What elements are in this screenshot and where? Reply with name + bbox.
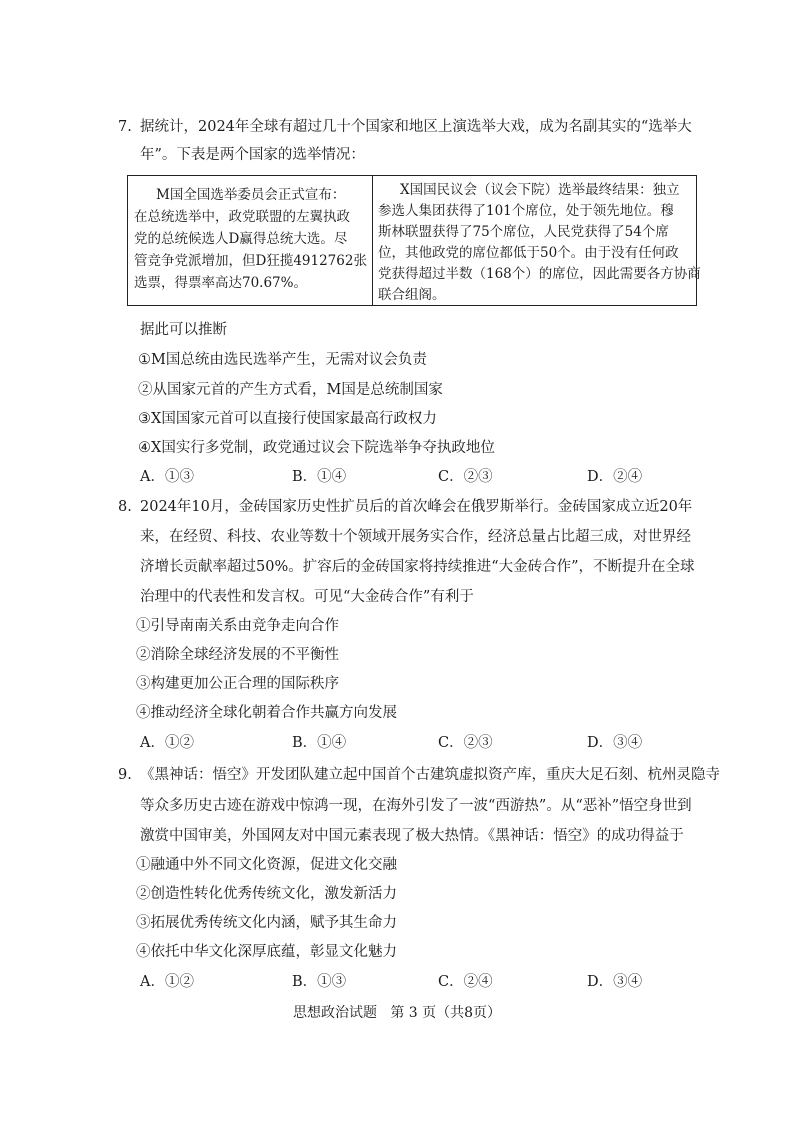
page-number: 第 3 页（共8页）: [390, 1005, 502, 1021]
question-8-stem-line-3: 济增长贡献率超过50%。扩容后的金砖国家将持续推进“大金砖合作”，不断提升在全球: [140, 559, 695, 575]
question-7-stem: 7. 据统计，2024年全球有超过几十个国家和地区上演选举大戏，成为名副其实的“选举大: [118, 119, 692, 135]
statement-3: ③X国国家元首可以直接行使国家最高行政权力: [138, 411, 437, 427]
option-b[interactable]: B．①③: [292, 974, 347, 990]
statement-3: ③拓展优秀传统文化内涵，赋予其生命力: [136, 915, 397, 931]
question-number: 7.: [118, 119, 132, 135]
table-divider: [372, 176, 373, 305]
option-d[interactable]: D．③④: [587, 974, 643, 990]
election-table: M国全国选举委员会正式宣布： 在总统选举中，政党联盟的左翼执政 党的总统候选人D赢得总统大选。尽 管竞争党派增加，但D狂揽4912762张 选票，得票率高达70.67%。 X国国民议会（议会下院）选举最终结果：独立 参选人集团获得了101个席位，处于领先地位。穆 斯林联盟获得了75个席位，人民党获得了54个席 位，其他政党的席位都低于50个。由于没有任何政 党获得超过半数（168个）的席位，因此需要各方协商 联合组阁。: [127, 175, 697, 306]
question-7-stem-continued: 年”。下表是两个国家的选举情况：: [140, 147, 365, 163]
question-7-prompt: 据此可以推断: [140, 322, 227, 338]
statement-2: ②消除全球经济发展的不平衡性: [136, 647, 339, 663]
question-8-stem: 8. 2024年10月，金砖国家历史性扩员后的首次峰会在俄罗斯举行。金砖国家成立近20年: [118, 499, 693, 515]
question-9-stem-line-2: 等众多历史古迹在游戏中惊鸿一现，在海外引发了一波“西游热”。从“恶补”悟空身世到: [140, 798, 692, 814]
option-b[interactable]: B．①④: [292, 469, 347, 485]
option-a[interactable]: A．①②: [140, 735, 194, 751]
option-b[interactable]: B．①④: [292, 735, 347, 751]
option-c[interactable]: C．②③: [438, 735, 493, 751]
page-footer: [0, 1002, 794, 1022]
option-c[interactable]: C．②③: [438, 469, 493, 485]
option-a[interactable]: A．①③: [140, 469, 194, 485]
question-number: 9.: [118, 767, 132, 783]
statement-2: ②创造性转化优秀传统文化，激发新活力: [136, 886, 397, 902]
question-8-stem-line-2: 来，在经贸、科技、农业等数十个领域开展务实合作，经济总量占比超三成，对世界经: [140, 529, 691, 545]
option-a[interactable]: A．①②: [140, 974, 194, 990]
question-9-stem: 9. 《黑神话：悟空》开发团队建立起中国首个古建筑虚拟资产库，重庆大足石刻、杭州灵隐寺: [118, 767, 720, 783]
question-8-stem-line-4: 治理中的代表性和发言权。可见“大金砖合作”有利于: [140, 589, 474, 605]
statement-4: ④推动经济全球化朝着合作共赢方向发展: [136, 705, 397, 721]
option-d[interactable]: D．②④: [587, 469, 643, 485]
statement-4: ④依托中华文化深厚底蕴，彰显文化魅力: [136, 944, 397, 960]
question-number: 8.: [118, 499, 132, 515]
option-c[interactable]: C．②④: [438, 974, 493, 990]
question-9-stem-line-3: 激赏中国审美，外国网友对中国元素表现了极大热情。《黑神话：悟空》的成功得益于: [140, 828, 684, 844]
statement-4: ④X国实行多党制，政党通过议会下院选举争夺执政地位: [138, 440, 495, 456]
statement-1: ①引导南南关系由竞争走向合作: [136, 618, 339, 634]
statement-1: ①M国总统由选民选举产生，无需对议会负责: [138, 352, 427, 368]
statement-1: ①融通中外不同文化资源，促进文化交融: [136, 857, 397, 873]
statement-2: ②从国家元首的产生方式看，M国是总统制国家: [138, 382, 443, 398]
subject-label: 思想政治试题: [292, 1005, 377, 1021]
option-d[interactable]: D．③④: [587, 735, 643, 751]
statement-3: ③构建更加公正合理的国际秩序: [136, 676, 339, 692]
